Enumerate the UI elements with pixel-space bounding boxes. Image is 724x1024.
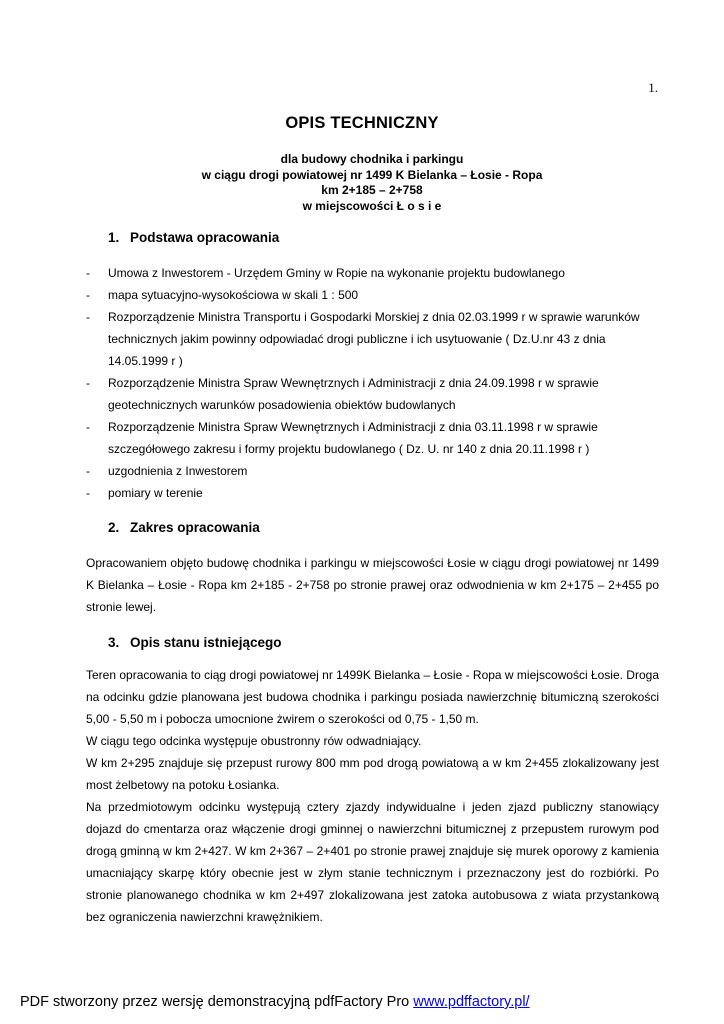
subtitle-line: dla budowy chodnika i parkingu — [280, 152, 464, 166]
section-number: 1. — [108, 230, 120, 245]
section-title: Zakres opracowania — [130, 520, 260, 535]
subtitle-line: w ciągu drogi powiatowej nr 1499 K Bielanka – Łosie - Ropa — [201, 167, 543, 182]
paragraph: W km 2+295 znajduje się przepust rurowy 800 mm pod drogą powiatową a w km 2+455 zlokalizowany jest most żelbetowy na potoku Łosianka. — [86, 756, 659, 792]
list-dash: - — [86, 288, 90, 302]
list-item: - uzgodnienia z Inwestorem — [86, 460, 666, 482]
paragraph: W ciągu tego odcinka występuje obustronny rów odwadniający. — [86, 734, 422, 748]
paragraph: Na przedmiotowym odcinku występują cztery zjazdy indywidualne i jeden zjazd publiczny stanowiący dojazd do cmentarza oraz włączenie drogi gminnej o nawierzchni bitumicznej z przepustem rurowym pod drogą gminną w km 2+427. W km 2+367 – 2+401 po stronie prawej znajduje się murek oporowy z kamienia umacniający skarpę który obecnie jest w złym stanie technicznym i przeznaczony jest do rozbiórki. Po stronie planowanego chodnika w km 2+497 zlokalizowana jest zatoka autobusowa z wiata przystankową bez ograniczenia nawierzchni krawężnikiem. — [86, 800, 659, 924]
list-dash: - — [86, 420, 90, 434]
footer-link[interactable]: www.pdffactory.pl/ — [413, 994, 530, 1010]
list-dash: - — [86, 310, 90, 324]
scope-paragraph: Opracowaniem objęto budowę chodnika i parkingu w miejscowości Łosie w ciągu drogi powiatowej nr 1499 K Bielanka – Łosie - Ropa km 2+185 - 2+758 po stronie prawej oraz odwodnienia w km 2+175 – 2+455 po stronie lewej. — [86, 556, 659, 614]
list-dash: - — [86, 266, 90, 280]
subtitle-line: km 2+185 – 2+758 — [321, 183, 423, 197]
section-heading-3 — [108, 635, 282, 650]
section-number: 3. — [108, 635, 120, 650]
document-title: OPIS TECHNICZNY — [285, 114, 439, 132]
list-item: - mapa sytuacyjno-wysokościowa w skali 1 : 500 — [86, 284, 666, 306]
footer-text: PDF stworzony przez wersję demonstracyjną pdfFactory Pro — [20, 994, 414, 1010]
list-dash: - — [86, 464, 90, 478]
section-number: 2. — [108, 520, 120, 535]
list-item: - Umowa z Inwestorem - Urzędem Gminy w Ropie na wykonanie projektu budowlanego — [86, 262, 666, 284]
page-number: 1. — [648, 80, 658, 95]
subtitle-line: w miejscowości Ł o s i e — [302, 198, 442, 213]
existing-state-text — [86, 664, 659, 928]
basis-list — [86, 262, 666, 504]
document-subtitle — [0, 152, 724, 214]
list-item: - Rozporządzenie Ministra Spraw Wewnętrznych i Administracji z dnia 24.09.1998 r w sprawie geotechnicznych warunków posadowienia obiektów budowlanych — [86, 372, 666, 416]
list-item: - pomiary w terenie — [86, 482, 666, 504]
section-heading-1 — [108, 230, 279, 245]
list-item: - Rozporządzenie Ministra Spraw Wewnętrznych i Administracji z dnia 03.11.1998 r w sprawie szczegółowego zakresu i formy projektu budowlanego ( Dz. U. nr 140 z dnia 20.11.1998 r ) — [86, 416, 666, 460]
list-dash: - — [86, 486, 90, 500]
pdf-footer — [20, 994, 530, 1010]
section-heading-2 — [108, 520, 260, 535]
list-item: - Rozporządzenie Ministra Transportu i Gospodarki Morskiej z dnia 02.03.1999 r w sprawie warunków technicznych jakim powinny odpowiadać drogi publiczne i ich usytuowanie ( Dz.U.nr 43 z dnia 14.05.1999 r ) — [86, 306, 666, 372]
section-title: Podstawa opracowania — [130, 230, 280, 245]
section-title: Opis stanu istniejącego — [130, 635, 282, 650]
list-dash: - — [86, 376, 90, 390]
paragraph: Teren opracowania to ciąg drogi powiatowej nr 1499K Bielanka – Łosie - Ropa w miejscowości Łosie. Droga na odcinku gdzie planowana jest budowa chodnika i parkingu posiada nawierzchnię bitumiczną szerokości 5,00 - 5,50 m i pobocza umocnione żwirem o szerokości od 0,75 - 1,50 m. — [86, 668, 659, 726]
